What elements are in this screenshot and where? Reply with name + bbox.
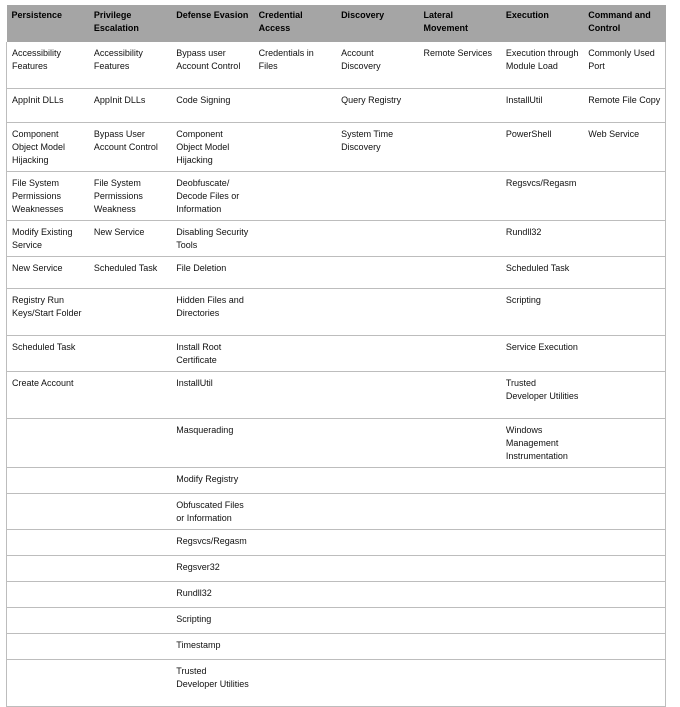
cell-privilege-escalation bbox=[89, 289, 171, 336]
cell-credential-access bbox=[254, 221, 336, 257]
table-row bbox=[7, 608, 666, 634]
cell-command-and-control bbox=[583, 608, 665, 634]
cell-lateral-movement bbox=[418, 419, 500, 468]
cell-command-and-control: Commonly Used Port bbox=[583, 42, 665, 89]
table-row bbox=[7, 556, 666, 582]
cell-command-and-control bbox=[583, 660, 665, 707]
cell-privilege-escalation bbox=[89, 530, 171, 556]
cell-command-and-control bbox=[583, 336, 665, 372]
cell-persistence bbox=[7, 660, 89, 707]
cell-execution: Trusted Developer Utilities bbox=[505, 378, 579, 401]
cell-defense-evasion: Regsvcs/Regasm bbox=[176, 536, 247, 546]
cell-defense-evasion: Code Signing bbox=[176, 95, 231, 105]
cell-lateral-movement bbox=[418, 372, 500, 419]
cell-defense-evasion: Install Root Certificate bbox=[176, 342, 222, 365]
cell-execution bbox=[501, 608, 583, 634]
cell-persistence: Scheduled Task bbox=[7, 336, 89, 372]
cell-defense-evasion: Timestamp bbox=[176, 640, 221, 650]
table-row bbox=[7, 582, 666, 608]
cell-discovery bbox=[336, 660, 418, 707]
cell-privilege-escalation bbox=[89, 468, 171, 494]
cell-privilege-escalation bbox=[89, 608, 171, 634]
cell-discovery bbox=[336, 257, 418, 289]
cell-execution: InstallUtil bbox=[505, 95, 543, 105]
cell-privilege-escalation bbox=[89, 556, 171, 582]
cell-discovery bbox=[336, 336, 418, 372]
cell-credential-access bbox=[254, 556, 336, 582]
cell-defense-evasion: Scripting bbox=[176, 614, 212, 624]
table-row bbox=[7, 336, 666, 372]
cell-discovery bbox=[336, 221, 418, 257]
header-privilege-escalation: Privilege Escalation bbox=[89, 5, 171, 42]
cell-credential-access bbox=[254, 123, 336, 172]
table-row bbox=[7, 123, 666, 172]
cell-privilege-escalation: Bypass User Account Control bbox=[93, 129, 158, 152]
cell-defense-evasion: Modify Registry bbox=[176, 474, 239, 484]
cell-privilege-escalation bbox=[89, 634, 171, 660]
cell-persistence: Modify Existing Service bbox=[7, 221, 89, 257]
cell-command-and-control bbox=[583, 221, 665, 257]
cell-defense-evasion: Trusted Developer Utilities bbox=[176, 666, 249, 689]
cell-credential-access bbox=[254, 468, 336, 494]
cell-privilege-escalation: File System Permissions Weakness bbox=[93, 178, 143, 214]
cell-execution: Regsvcs/Regasm bbox=[505, 178, 577, 188]
cell-persistence bbox=[7, 608, 89, 634]
header-execution: Execution bbox=[501, 5, 583, 42]
cell-persistence bbox=[7, 634, 89, 660]
cell-command-and-control: Web Service bbox=[583, 123, 665, 172]
cell-privilege-escalation bbox=[89, 419, 171, 468]
tactics-table-container bbox=[6, 5, 665, 707]
cell-persistence bbox=[7, 556, 89, 582]
cell-persistence bbox=[7, 530, 89, 556]
cell-command-and-control bbox=[583, 494, 665, 530]
cell-execution: PowerShell bbox=[505, 129, 552, 139]
table-row bbox=[7, 468, 666, 494]
cell-credential-access bbox=[254, 89, 336, 123]
header-discovery: Discovery bbox=[336, 5, 418, 42]
cell-defense-evasion: Rundll32 bbox=[176, 588, 212, 598]
cell-lateral-movement bbox=[418, 634, 500, 660]
cell-execution: Execution through Module Load bbox=[505, 48, 579, 71]
cell-credential-access: Credentials in Files bbox=[258, 48, 314, 71]
cell-lateral-movement bbox=[418, 336, 500, 372]
cell-credential-access bbox=[254, 172, 336, 221]
cell-execution bbox=[501, 634, 583, 660]
cell-credential-access bbox=[254, 530, 336, 556]
cell-command-and-control bbox=[583, 634, 665, 660]
cell-lateral-movement bbox=[418, 123, 500, 172]
cell-persistence bbox=[7, 468, 89, 494]
table-body bbox=[7, 42, 666, 707]
cell-privilege-escalation: Scheduled Task bbox=[93, 263, 158, 273]
header-credential-access: Credential Access bbox=[254, 5, 336, 42]
cell-lateral-movement bbox=[418, 530, 500, 556]
cell-command-and-control bbox=[583, 257, 665, 289]
cell-persistence: Component Object Model Hijacking bbox=[7, 123, 89, 172]
cell-discovery bbox=[336, 556, 418, 582]
cell-lateral-movement bbox=[418, 494, 500, 530]
cell-credential-access bbox=[254, 289, 336, 336]
cell-execution: Windows Management Instrumentation bbox=[505, 425, 568, 461]
cell-credential-access bbox=[254, 634, 336, 660]
tactics-table bbox=[6, 5, 666, 707]
cell-lateral-movement bbox=[418, 556, 500, 582]
cell-privilege-escalation bbox=[89, 660, 171, 707]
cell-persistence: AppInit DLLs bbox=[7, 89, 89, 123]
table-row bbox=[7, 494, 666, 530]
cell-defense-evasion: Bypass user Account Control bbox=[176, 48, 241, 71]
header-defense-evasion: Defense Evasion bbox=[171, 5, 253, 42]
table-row bbox=[7, 419, 666, 468]
cell-privilege-escalation: Accessibility Features bbox=[93, 48, 143, 71]
cell-defense-evasion: Component Object Model Hijacking bbox=[176, 129, 230, 165]
cell-persistence: Registry Run Keys/Start Folder bbox=[7, 289, 89, 336]
cell-lateral-movement bbox=[418, 660, 500, 707]
cell-defense-evasion: InstallUtil bbox=[176, 378, 213, 388]
table-row bbox=[7, 289, 666, 336]
cell-credential-access bbox=[254, 336, 336, 372]
cell-defense-evasion: Regsver32 bbox=[176, 562, 220, 572]
cell-persistence: File System Permissions Weaknesses bbox=[7, 172, 89, 221]
cell-privilege-escalation bbox=[89, 582, 171, 608]
cell-lateral-movement bbox=[418, 582, 500, 608]
table-header-row bbox=[7, 5, 666, 42]
header-persistence: Persistence bbox=[7, 5, 89, 42]
cell-execution: Scripting bbox=[505, 295, 541, 305]
cell-lateral-movement bbox=[418, 468, 500, 494]
cell-privilege-escalation bbox=[89, 494, 171, 530]
cell-persistence: New Service bbox=[7, 257, 89, 289]
table-row bbox=[7, 221, 666, 257]
cell-discovery: Account Discovery bbox=[341, 48, 381, 71]
cell-credential-access bbox=[254, 582, 336, 608]
cell-lateral-movement bbox=[418, 172, 500, 221]
cell-privilege-escalation: AppInit DLLs bbox=[93, 95, 146, 105]
cell-privilege-escalation bbox=[89, 372, 171, 419]
cell-credential-access bbox=[254, 494, 336, 530]
cell-defense-evasion: Disabling Security Tools bbox=[176, 227, 249, 250]
cell-lateral-movement bbox=[418, 608, 500, 634]
cell-persistence bbox=[7, 419, 89, 468]
cell-execution: Rundll32 bbox=[505, 227, 542, 237]
cell-defense-evasion: Obfuscated Files or Information bbox=[176, 500, 244, 523]
header-lateral-movement: Lateral Movement bbox=[418, 5, 500, 42]
cell-execution: Scheduled Task bbox=[505, 263, 570, 273]
cell-execution: Service Execution bbox=[505, 342, 578, 352]
cell-persistence: Accessibility Features bbox=[7, 42, 89, 89]
cell-defense-evasion: Hidden Files and Directories bbox=[176, 295, 244, 318]
table-row bbox=[7, 42, 666, 89]
cell-defense-evasion: File Deletion bbox=[176, 263, 227, 273]
cell-discovery bbox=[336, 468, 418, 494]
cell-discovery bbox=[336, 372, 418, 419]
cell-defense-evasion: Deobfuscate/ Decode Files or Information bbox=[176, 178, 240, 214]
cell-discovery bbox=[336, 582, 418, 608]
cell-credential-access bbox=[254, 257, 336, 289]
cell-privilege-escalation: New Service bbox=[93, 227, 145, 237]
cell-discovery bbox=[336, 289, 418, 336]
cell-execution bbox=[501, 494, 583, 530]
table-row bbox=[7, 634, 666, 660]
cell-discovery: System Time Discovery bbox=[341, 129, 394, 152]
cell-credential-access bbox=[254, 372, 336, 419]
cell-lateral-movement bbox=[418, 289, 500, 336]
cell-lateral-movement bbox=[418, 257, 500, 289]
table-row bbox=[7, 530, 666, 556]
cell-execution bbox=[501, 556, 583, 582]
table-row bbox=[7, 257, 666, 289]
cell-persistence bbox=[7, 582, 89, 608]
cell-discovery bbox=[336, 530, 418, 556]
cell-discovery bbox=[336, 419, 418, 468]
header-command-and-control: Command and Control bbox=[583, 5, 665, 42]
cell-discovery bbox=[336, 634, 418, 660]
cell-discovery bbox=[336, 608, 418, 634]
cell-command-and-control bbox=[583, 468, 665, 494]
cell-discovery bbox=[336, 172, 418, 221]
cell-execution bbox=[501, 468, 583, 494]
cell-credential-access bbox=[254, 419, 336, 468]
cell-credential-access bbox=[254, 660, 336, 707]
cell-discovery: Query Registry bbox=[341, 95, 402, 105]
cell-command-and-control bbox=[583, 372, 665, 419]
cell-persistence: Create Account bbox=[7, 372, 89, 419]
cell-command-and-control bbox=[583, 530, 665, 556]
table-row bbox=[7, 372, 666, 419]
table-row bbox=[7, 172, 666, 221]
cell-persistence bbox=[7, 494, 89, 530]
table-row bbox=[7, 89, 666, 123]
cell-command-and-control bbox=[583, 556, 665, 582]
table-row bbox=[7, 660, 666, 707]
cell-discovery bbox=[336, 494, 418, 530]
cell-defense-evasion: Masquerading bbox=[176, 425, 234, 435]
cell-command-and-control bbox=[583, 419, 665, 468]
cell-execution bbox=[501, 530, 583, 556]
cell-command-and-control: Remote File Copy bbox=[583, 89, 665, 123]
cell-lateral-movement bbox=[418, 89, 500, 123]
cell-command-and-control bbox=[583, 172, 665, 221]
cell-credential-access bbox=[254, 608, 336, 634]
cell-execution bbox=[501, 582, 583, 608]
cell-lateral-movement bbox=[418, 221, 500, 257]
cell-execution bbox=[501, 660, 583, 707]
cell-privilege-escalation bbox=[89, 336, 171, 372]
cell-command-and-control bbox=[583, 289, 665, 336]
cell-command-and-control bbox=[583, 582, 665, 608]
cell-lateral-movement: Remote Services bbox=[423, 48, 492, 58]
